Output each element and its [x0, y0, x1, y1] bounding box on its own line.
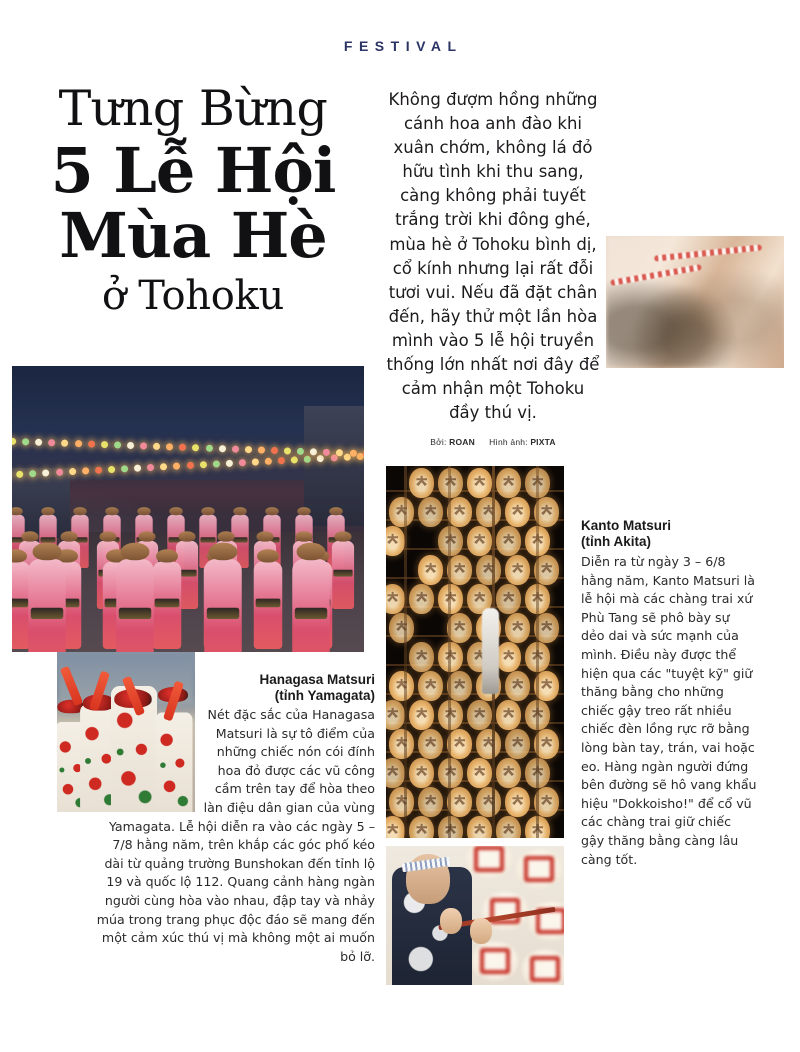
photo-lantern-bulb: [349, 450, 356, 457]
photo-lantern-bulb: [258, 446, 265, 453]
hanagasa-title-line-2: (tỉnh Yamagata): [274, 688, 375, 703]
photo-paper-lantern: [505, 787, 530, 817]
photo-paper-lantern: [409, 468, 434, 498]
topright-photo: [606, 236, 784, 368]
photo-lantern-bulb: [87, 440, 94, 447]
photo-lantern-bulb: [310, 448, 317, 455]
photo-lantern-bulb: [22, 438, 29, 445]
photo-paper-lantern: [418, 555, 443, 585]
byline-author-label: Bởi:: [430, 437, 447, 447]
headline-line-3: Mùa Hè: [59, 199, 327, 272]
photo-bg-lantern-1: [466, 846, 512, 878]
photo-lantern-pole: [404, 466, 407, 838]
photo-lantern-pole: [448, 466, 451, 838]
photo-lantern-bulb: [212, 460, 219, 467]
photo-paper-lantern: [409, 758, 434, 788]
photo-paper-lantern: [389, 497, 414, 527]
photo-paper-lantern: [386, 700, 405, 730]
photo-lantern-bulb: [153, 443, 160, 450]
photo-lantern-bulb: [284, 447, 291, 454]
photo-paper-lantern: [476, 787, 501, 817]
photo-lantern-bearer: [482, 608, 499, 694]
photo-lantern-bulb: [271, 447, 278, 454]
photo-paper-lantern: [409, 642, 434, 672]
photo-lantern-bulb: [166, 443, 173, 450]
photo-lantern-bulb: [336, 449, 343, 456]
flute-photo: [386, 846, 564, 985]
photo-dancer: [254, 561, 283, 648]
photo-lantern-bulb: [199, 461, 206, 468]
photo-dancer: [204, 559, 242, 652]
article-kanto: [581, 518, 757, 869]
headline-line-2: 5 Lễ Hội: [50, 134, 336, 207]
photo-lantern-bulb: [218, 445, 225, 452]
photo-paper-lantern: [496, 526, 521, 556]
photo-lantern-bulb: [244, 446, 251, 453]
photo-lantern-bulb: [362, 450, 364, 457]
hanagasa-text-wrap-spacer: [90, 672, 202, 814]
lantern-photo: [386, 466, 564, 838]
byline-photo-credit: PIXTA: [530, 437, 556, 447]
photo-paper-lantern: [389, 671, 414, 701]
photo-paper-lantern: [409, 816, 434, 838]
photo-lantern-bulb: [114, 441, 121, 448]
photo-paper-lantern: [389, 787, 414, 817]
photo-dancer: [292, 559, 330, 652]
photo-paper-lantern: [418, 729, 443, 759]
photo-paper-lantern: [386, 816, 405, 838]
photo-paper-lantern: [409, 584, 434, 614]
photo-paper-lantern: [505, 555, 530, 585]
photo-paper-lantern: [386, 526, 405, 556]
photo-paper-lantern: [389, 729, 414, 759]
kanto-title-line-1: Kanto Matsuri: [581, 518, 672, 533]
photo-bg-lantern-2: [516, 850, 562, 888]
photo-musician-hand-2: [470, 918, 492, 944]
photo-lantern-bulb: [304, 456, 311, 463]
photo-paper-lantern: [418, 671, 443, 701]
photo-lantern-bulb: [179, 444, 186, 451]
photo-paper-lantern: [409, 700, 434, 730]
photo-paper-lantern: [476, 729, 501, 759]
photo-paper-lantern: [386, 758, 405, 788]
photo-lantern-bulb: [291, 456, 298, 463]
photo-paper-lantern: [467, 816, 492, 838]
intro-paragraph: Không đượm hồng những cánh hoa anh đào khi xuân chớm, không lá đỏ hữu tình khi thu sang, càng không phải tuyết trắng trời khi đông ghé, mùa hè ở Tohoku bình dị, cổ kính nhưng lại rất đỗi tươi vui. Nếu đã đặt chân đến, hãy thử một lần hòa mình vào 5 lễ hội truyền thống lớn nhất nơi đây để cảm nhận một Tohoku đầy thú vị.: [386, 90, 600, 423]
photo-paper-lantern: [496, 816, 521, 838]
photo-lantern-bulb: [238, 459, 245, 466]
photo-lantern-pole: [536, 466, 539, 838]
photo-paper-lantern: [505, 497, 530, 527]
photo-lantern-bulb: [35, 439, 42, 446]
photo-dancer: [332, 540, 354, 608]
photo-dancer: [28, 559, 66, 652]
photo-lantern-bulb: [205, 445, 212, 452]
byline: [386, 437, 600, 447]
hanagasa-title-line-1: Hanagasa Matsuri: [259, 672, 375, 687]
photo-dancer: [153, 561, 182, 648]
section-kicker: FESTIVAL: [343, 38, 463, 54]
photo-lantern-bulb: [265, 458, 272, 465]
headline-line-4: ở Tohoku: [102, 273, 284, 319]
photo-dancer-crowd: [12, 469, 364, 652]
photo-lantern-bulb: [278, 457, 285, 464]
kanto-title-line-2: (tỉnh Akita): [581, 534, 651, 549]
photo-paper-lantern: [467, 526, 492, 556]
photo-lantern-bulb: [74, 440, 81, 447]
kanto-title: [581, 518, 757, 550]
photo-lantern-bulb: [192, 444, 199, 451]
page-title: [28, 82, 358, 319]
byline-photo-label: Hình ảnh:: [489, 437, 528, 447]
photo-lantern-bulb: [251, 458, 258, 465]
photo-paper-lantern: [505, 613, 530, 643]
photo-lantern-bulb: [12, 438, 16, 445]
photo-paper-lantern: [496, 642, 521, 672]
kanto-body: Diễn ra từ ngày 3 – 6/8 hằng năm, Kanto Matsuri là lễ hội mà các chàng trai xứ Phù Tang sẽ phô bày sự dẻo dai và sức mạnh của mình. Điều này được thể hiện qua các "tuyệt kỹ" giữ thăng bằng cho những chiếc gậy treo rất nhiều chiếc đèn lồng rực rỡ bằng lòng bàn tay, trán, vai hoặc eo. Hàng ngàn người đứng bên đường sẽ hô vang khẩu hiệu "Dokkoisho!" để cổ vũ các chàng trai giữ chiếc gậy thăng bằng càng lâu càng tốt.: [581, 554, 757, 867]
photo-paper-lantern: [418, 497, 443, 527]
photo-paper-lantern: [496, 584, 521, 614]
article-hanagasa: [90, 672, 375, 966]
photo-lantern-grid: [386, 466, 564, 838]
photo-paper-lantern: [496, 758, 521, 788]
photo-paper-lantern: [505, 729, 530, 759]
photo-lantern-bulb: [61, 440, 68, 447]
parade-photo: [12, 366, 364, 652]
photo-musician-hand-1: [440, 908, 462, 934]
photo-paper-lantern: [467, 468, 492, 498]
photo-paper-lantern: [467, 700, 492, 730]
photo-lantern-bulb: [225, 460, 232, 467]
photo-paper-lantern: [505, 671, 530, 701]
byline-author-name: ROAN: [449, 437, 475, 447]
photo-paper-lantern: [496, 700, 521, 730]
photo-bg-lantern-6: [522, 950, 564, 985]
photo-paper-lantern: [476, 555, 501, 585]
photo-lantern-bulb: [323, 449, 330, 456]
photo-paper-lantern: [389, 613, 414, 643]
photo-paper-lantern: [386, 584, 405, 614]
photo-bg-lantern-5: [472, 942, 518, 980]
photo-dancer: [116, 559, 154, 652]
photo-lantern-bulb: [127, 442, 134, 449]
headline-line-1: Tưng Bừng: [58, 80, 328, 137]
photo-paper-lantern: [418, 787, 443, 817]
photo-lantern-bulb: [48, 439, 55, 446]
photo-paper-lantern: [476, 497, 501, 527]
photo-lantern-bulb: [140, 442, 147, 449]
photo-lantern-bulb: [297, 448, 304, 455]
photo-paper-lantern: [496, 468, 521, 498]
hanagasa-body: Nét đặc sắc của Hanagasa Matsuri là sự tô điểm của những chiếc nón cói đính hoa đỏ được các vũ công cầm trên tay để hòa theo làn điệu dân gian của vùng Yamagata. Lễ hội diễn ra vào các ngày 5 – 7/8 hằng năm, trên khắp các góc phố kéo dài từ quảng trường Bunshokan đến tỉnh lộ 19 và quốc lộ 112. Quang cảnh hàng ngàn người cùng hòa vào nhau, đập tay và nhảy múa trong trang phục độc đáo sẽ mang đến một cảm xúc thú vị mà không một ai muốn bỏ lỡ.: [96, 707, 375, 964]
photo-lantern-bulb: [231, 446, 238, 453]
photo-lantern-bulb: [101, 441, 108, 448]
photo-paper-lantern: [467, 758, 492, 788]
